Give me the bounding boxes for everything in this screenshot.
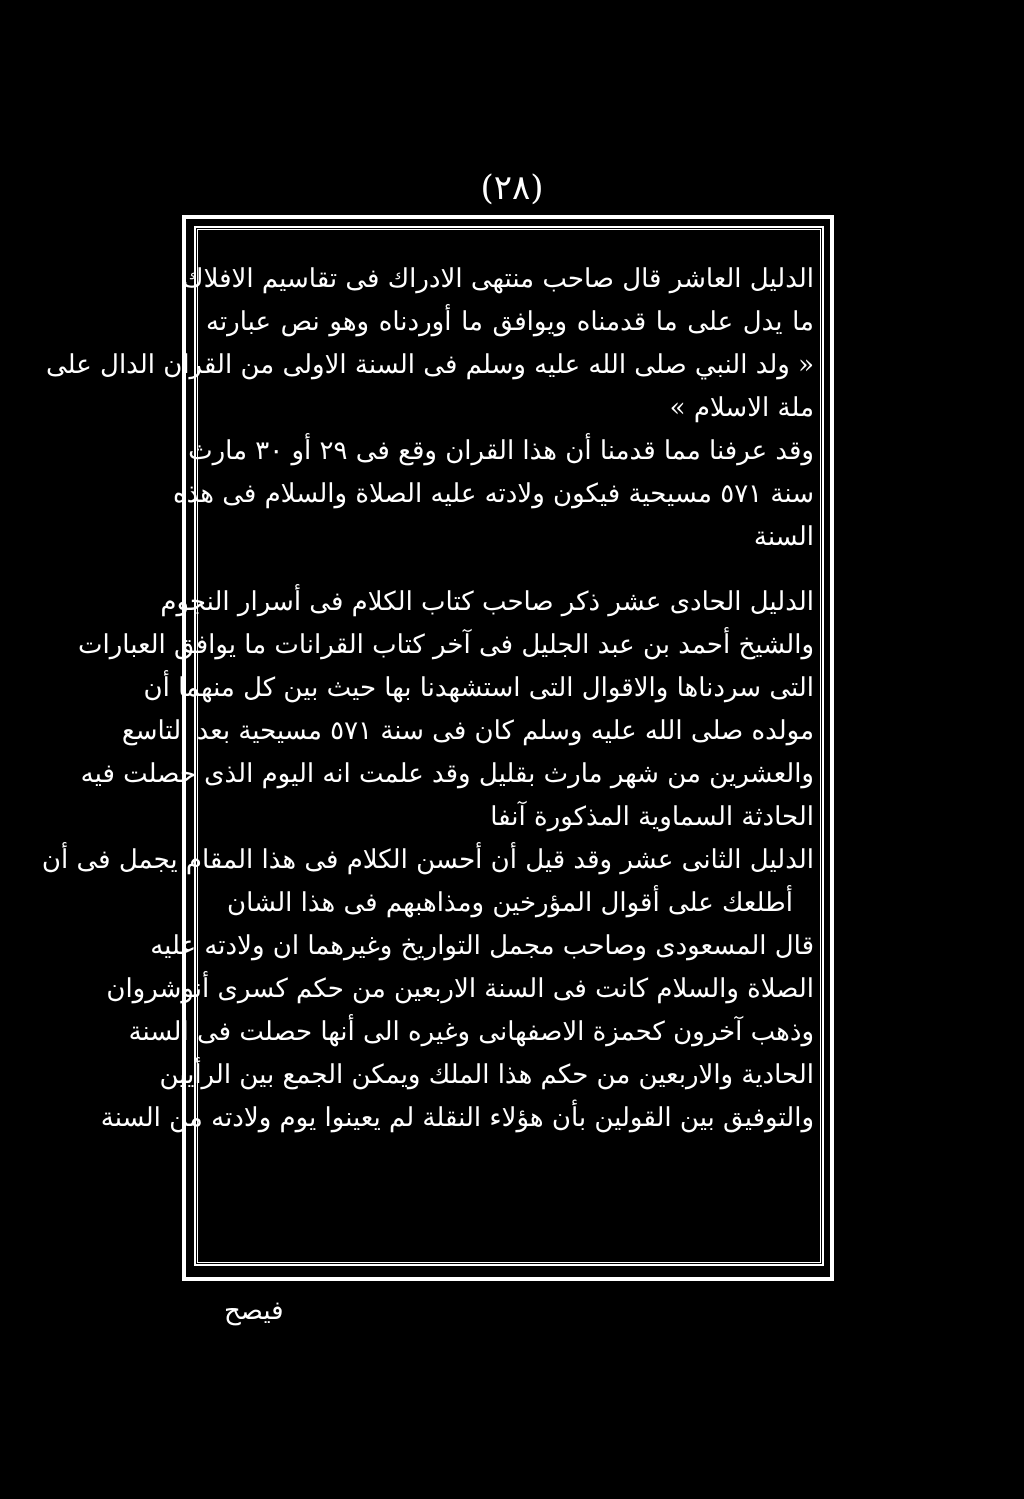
text-line: التى سردناها والاقوال التى استشهدنا بها حيث بين كل منهما أن (143, 673, 814, 703)
text-line: ملة الاسلام » (669, 393, 814, 423)
catchword: فيصح (224, 1296, 284, 1326)
text-line: والتوفيق بين القولين بأن هؤلاء النقلة لم يعينوا يوم ولادته من السنة (100, 1103, 814, 1133)
text-line: وقد عرفنا مما قدمنا أن هذا القران وقع فى ٢٩ أو ٣٠ مارث (188, 436, 814, 466)
text-line: الحادثة السماوية المذكورة آنفا (490, 802, 814, 832)
text-line: « ولد النبي صلى الله عليه وسلم فى السنة الاولى من القران الدال على (46, 350, 814, 380)
text-line: قال المسعودى وصاحب مجمل التواريخ وغيرهما ان ولادته عليه (150, 931, 814, 961)
text-line: الحادية والاربعين من حكم هذا الملك ويمكن الجمع بين الرأيين (159, 1060, 814, 1090)
text-line: الدليل العاشر قال صاحب منتهى الادراك فى تقاسيم الافلاك (182, 264, 814, 294)
text-line: الدليل الحادى عشر ذكر صاحب كتاب الكلام فى أسرار النجوم (160, 587, 814, 617)
text-line: مولده صلى الله عليه وسلم كان فى سنة ٥٧١ مسيحية بعد التاسع (121, 716, 814, 746)
text-line: سنة ٥٧١ مسيحية فيكون ولادته عليه الصلاة والسلام فى هذه (172, 479, 814, 509)
text-line: ما يدل على ما قدمناه ويوافق ما أوردناه وهو نص عبارته (206, 307, 814, 337)
body-text (41, 258, 814, 1140)
page-number: (٢٨) (480, 168, 544, 208)
text-line: الصلاة والسلام كانت فى السنة الاربعين من حكم كسرى أنوشروان (106, 974, 814, 1004)
text-line: السنة (753, 522, 814, 552)
text-line: الدليل الثانى عشر وقد قيل أن أحسن الكلام فى هذا المقام يجمل فى أن (41, 845, 814, 875)
text-line: وذهب آخرون كحمزة الاصفهانى وغيره الى أنها حصلت فى السنة (128, 1017, 814, 1047)
text-line: والعشرين من شهر مارث بقليل وقد علمت انه اليوم الذى حصلت فيه (80, 759, 814, 789)
text-line: أطلعك على أقوال المؤرخين ومذاهبهم فى هذا الشان (227, 888, 793, 918)
text-line: والشيخ أحمد بن عبد الجليل فى آخر كتاب القرانات ما يوافق العبارات (78, 630, 814, 660)
